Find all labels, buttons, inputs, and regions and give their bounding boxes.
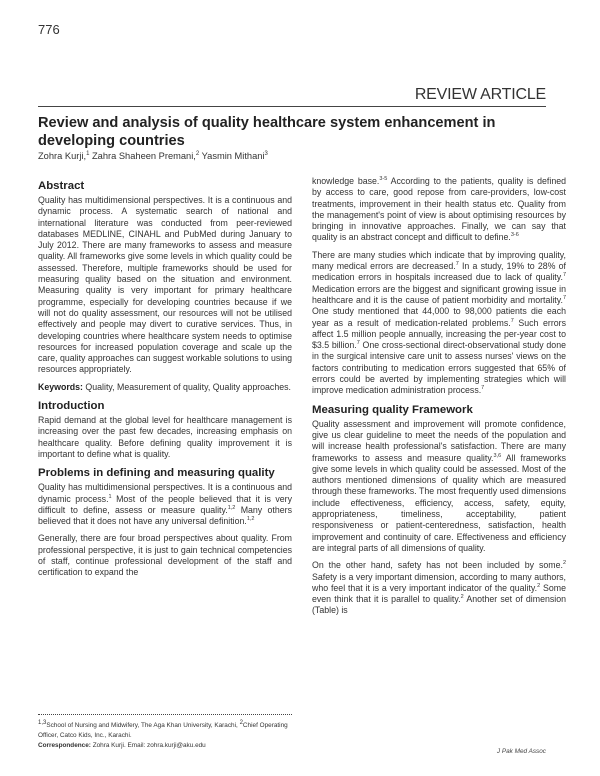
citation-superscript: 1,2 [227,504,236,511]
correspondence-footnote [38,741,298,751]
text-run: Generally, there are four broad perspectives about quality. From professional perspective, it is just to gain technical competencies of staff, continue professional development of the staff and certification to expand the [38,533,292,578]
text-run: Quality has multidimensional perspectives. It is a continuous and dynamic process. [38,482,292,504]
header-rule [38,106,546,107]
text-run: According to the patients, quality is defined by access to care, good repose from care-providers, low-cost treatments, improvement in their health status etc. Quality from the management's point of view is about optimising resources by bringing in innovative approaches. Finally, we can say that quality is an abstract concept and difficult to define. [312,176,567,243]
keywords-text: Quality, Measurement of quality, Quality approaches. [82,381,291,392]
text-run: Most of the people believed that it is very difficult to define, assess or measure quality. [38,493,292,515]
text-run: All frameworks give some levels in which quality could be assessed. Most of the authors mentioned dimensions of quality which are measured through these frameworks. The most frequently used dimensions include effectiveness, efficiency, access, safety, equity, appropriateness, timeliness, acceptability, patient responsiveness or patient-centeredness, satisfaction, health improvement and continuity of care. Effectiveness and efficiency are integral parts of all dimensions of quality. [312,452,567,553]
text-run: On the other hand, safety has not been included by some. [312,560,563,571]
text-run: One study mentioned that 44,000 to 98,000 patients die each year as a result of medication-related problems. [312,306,566,328]
abstract-heading: Abstract [38,180,85,192]
problems-paragraph-1 [38,482,292,527]
left-column [38,176,292,585]
introduction-heading: Introduction [38,400,105,413]
text-run: Medication errors are the biggest and significant growing issue in healthcare and it is the cause of patient morbidity and mortality. [312,283,566,305]
citation-superscript: 2 [460,594,464,601]
affiliations-footnote [38,719,298,740]
author-name: Yasmin Mithani [199,151,265,162]
journal-name: J Pak Med Assoc [496,748,546,755]
keywords [38,382,292,393]
citation-superscript: 7 [562,295,566,302]
author-affiliation-mark: 3 [264,151,268,157]
citation-superscript: 3-6 [510,232,519,239]
citation-superscript: 3,6 [493,452,502,459]
text-run: Safety is a very important dimension, according to many authors, who feel that it is a very important indicator of the quality. [312,571,566,593]
text-run: School of Nursing and Midwifery, The Aga Khan University, Karachi, [46,722,240,730]
abstract-text: Quality has multidimensional perspectives. It is a continuous and dynamic process. A systematic search of national and international literature was conducted from peer-reviewed databases MEDLINE, CINAHL and PubMed during January to July 2012. There are many frameworks to assess and measure quality. All frameworks give some levels in which quality could be assessed. Therefore, multiple frameworks should be used for measuring quality based on the situation and environment. Measuring quality is very important for primary healthcare programme, especially for developing countries because if we will not do quality assessment, our resources will not be utilised effectively and people may divert to curative services. Thus, in developing countries where healthcare system needs to optimise resources for increased population coverage and scale up the care, quality approaches can suggest workable solutions to using resources appropriately. [38,195,292,375]
text-run: Quality assessment and improvement will promote confidence, give us clear guideline to meet the needs of the population and will increase health professional's satisfaction. There are many frameworks to assess and measure quality. [312,418,566,463]
introduction-text: Rapid demand at the global level for healthcare management is increasing over the past few decades, increasing emphasis on healthcare quality. Before defining quality improvement it is important to define what is quality. [38,415,292,459]
text-run: Many others believed that it does not have any universal definition. [38,504,292,527]
text-run: There are many studies which indicate that by improving quality, many medical errors are decreased. [312,249,566,272]
author-affiliation-mark: 1 [86,151,90,157]
correspondence-text: Zohra Kurji. Email: zohra.kurji@aku.edu [90,742,206,749]
footnote-divider [38,714,292,715]
problems-heading: Problems in defining and measuring quality [38,467,275,480]
text-run: Such errors affect 1.5 million people annually, increasing the per-year cost to $3.5 billion. [312,317,566,351]
citation-superscript: 1,2 [246,516,255,523]
text-run: Another set of dimension (Table) is [312,594,567,616]
citation-superscript: 7 [481,385,485,392]
citation-superscript: 2 [537,582,541,589]
framework-paragraph [312,419,566,555]
right-column [312,176,566,623]
medical-errors-paragraph [312,250,566,397]
article-title: Review and analysis of quality healthcare system enhancement in developing countries [38,115,496,149]
citation-superscript: 3-5 [379,176,388,183]
citation-superscript: 2 [239,720,243,726]
citation-superscript: 7 [510,317,514,324]
text-run: Some even think that it is parallel to quality. [312,582,566,605]
text-run: knowledge base. [312,176,380,186]
problems-paragraph-2 [38,533,292,578]
citation-superscript: 7 [455,261,459,268]
citation-superscript: 1,3 [38,720,47,726]
safety-paragraph [312,560,566,616]
author-affiliation-mark: 2 [195,151,200,157]
framework-heading: Measuring quality Framework [312,403,473,416]
perspectives-paragraph [312,176,566,244]
text-run: Chief Operating Officer, Catco Kids, Inc., Karachi. [38,722,288,739]
author-list [38,151,268,161]
citation-superscript: 2 [562,560,566,567]
page-number: 776 [38,22,60,37]
citation-superscript: 7 [562,272,566,279]
author-name: Zohra Kurji, [38,151,87,162]
article-type-label: REVIEW ARTICLE [414,86,546,103]
citation-superscript: 1 [108,493,112,500]
author-name: Zahra Shaheen Premani, [89,151,196,162]
keywords-label: Keywords: [38,381,83,392]
correspondence-label: Correspondence: [38,742,91,749]
text-run: In a study, 19% to 28% of medication errors in hospitals increased due to lack of quality. [312,261,566,283]
text-run: One cross-sectional direct-observational study done in the surgical intensive care unit to assess nurses' views on the factors contributing to medication errors suggested that 65% of errors could be averted by implementing strategies which will improve medication administration process. [312,340,566,396]
citation-superscript: 7 [356,340,360,347]
